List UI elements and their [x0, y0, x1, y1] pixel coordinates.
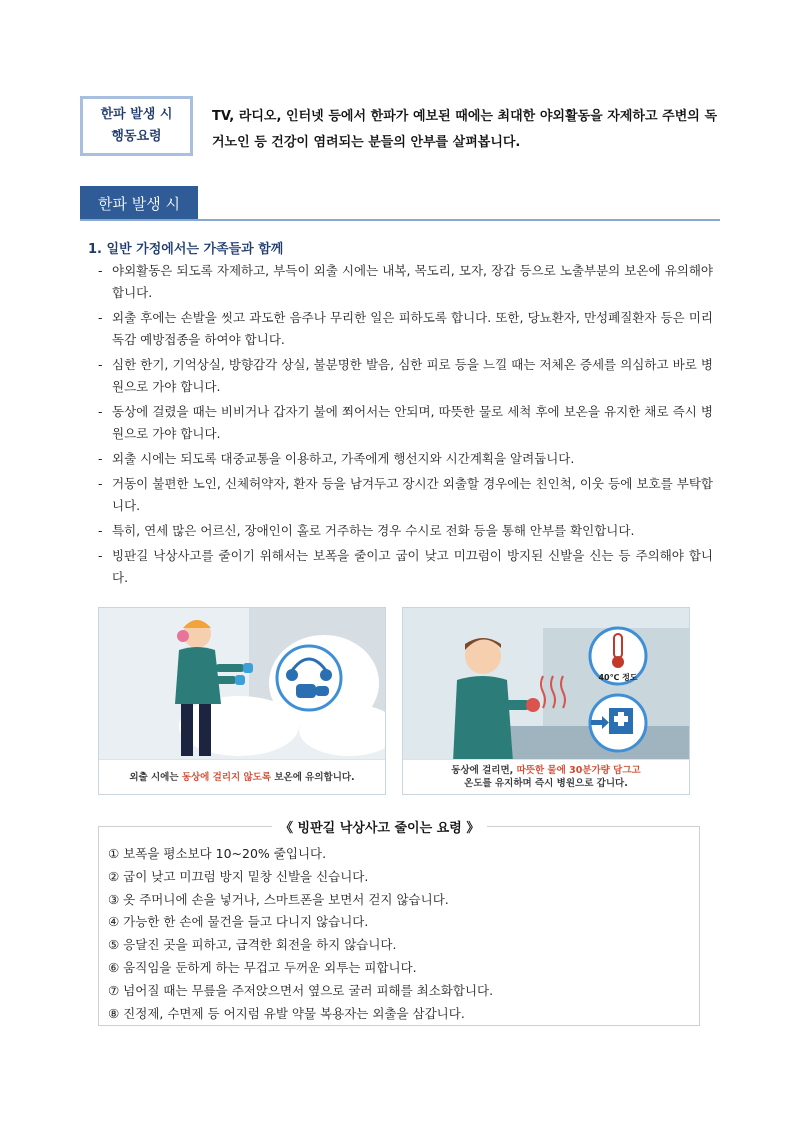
list-item	[98, 401, 713, 445]
list-item: ③ 옷 주머니에 손을 넣거나, 스마트폰을 보면서 걷지 않습니다.	[108, 891, 449, 907]
summary-label-box	[80, 96, 193, 156]
bullet-marker: -	[98, 404, 103, 419]
list-item: ⑧ 진정제, 수면제 등 어지럼 유발 약물 복용자는 외출을 삼갑니다.	[108, 1005, 465, 1021]
list-item	[98, 473, 713, 517]
list-item: ④ 가능한 한 손에 물건을 들고 다니지 않습니다.	[108, 914, 369, 930]
summary-label-line1: 한파 발생 시	[100, 107, 173, 122]
caption-part: 외출 시에는	[129, 771, 182, 783]
tips-title: 《 빙판길 낙상사고 줄이는 요령 》	[272, 817, 487, 836]
caption-part: 동상에 걸리면,	[451, 765, 517, 776]
bullet-text: 특히, 연세 많은 어르신, 장애인이 홀로 거주하는 경우 수시로 전화 등을 통해 안부를 확인합니다.	[112, 523, 635, 538]
temperature-label: 40℃ 정도	[598, 673, 638, 682]
caption-highlight: 따뜻한 물에 30분가량 담그고	[516, 765, 641, 776]
tips-list	[108, 843, 693, 1025]
bullet-text: 심한 한기, 기억상실, 방향감각 상실, 불분명한 발음, 심한 피로 등을 느낄 때는 저체온 증세를 의심하고 바로 병원으로 가야 합니다.	[112, 357, 713, 394]
bullet-marker: -	[98, 548, 103, 563]
list-item	[98, 260, 713, 304]
summary-label-line2: 행동요령	[111, 129, 162, 144]
thermometer-badge	[590, 628, 646, 684]
bullet-text: 외출 시에는 되도록 대중교통을 이용하고, 가족에게 행선지와 시간계획을 알려둡니다.	[112, 451, 575, 466]
bullet-text: 야외활동은 되도록 자제하고, 부득이 외출 시에는 내복, 목도리, 모자, 장갑 등으로 노출부분의 보온에 유의해야 합니다.	[112, 263, 713, 300]
bullet-marker: -	[98, 357, 103, 372]
hospital-badge	[590, 695, 646, 751]
bullet-list	[98, 260, 713, 592]
thermometer-icon	[612, 634, 624, 668]
illustration-warm-clothing	[98, 607, 386, 795]
list-item: ⑥ 움직임을 둔하게 하는 무겁고 두꺼운 외투는 피합니다.	[108, 959, 417, 975]
caption-warm-clothing	[99, 759, 385, 794]
bullet-marker: -	[98, 476, 103, 491]
bullet-text: 거동이 불편한 노인, 신체허약자, 환자 등을 남겨두고 장시간 외출할 경우에는 친인척, 이웃 등에 보호를 부탁합니다.	[112, 476, 713, 513]
subheading: 1. 일반 가정에서는 가족들과 함께	[88, 242, 284, 257]
list-item: ⑤ 응달진 곳을 피하고, 급격한 회전을 하지 않습니다.	[108, 937, 397, 953]
list-item: ⑦ 넘어질 때는 무릎을 주저앉으면서 옆으로 굴러 피해를 최소화합니다.	[108, 982, 494, 998]
list-item	[98, 448, 713, 470]
list-item	[98, 354, 713, 398]
list-item: ② 굽이 낮고 미끄럼 방지 밑창 신발을 신습니다.	[108, 868, 369, 884]
bullet-marker: -	[98, 263, 103, 278]
bullet-text: 빙판길 낙상사고를 줄이기 위해서는 보폭을 줄이고 굽이 낮고 미끄럼이 방지된 신발을 신는 등 주의해야 합니다.	[112, 548, 713, 585]
list-item	[98, 520, 713, 542]
section-title: 한파 발생 시	[80, 186, 198, 220]
bullet-text: 외출 후에는 손발을 씻고 과도한 음주나 무리한 일은 피하도록 합니다. 또한, 당뇨환자, 만성폐질환자 등은 미리 독감 예방접종을 하여야 합니다.	[112, 310, 713, 347]
glove-icon	[296, 684, 329, 698]
caption-line2: 온도를 유지하며 즉시 병원으로 갑니다.	[464, 778, 628, 789]
summary-text: TV, 라디오, 인터넷 등에서 한파가 예보된 때에는 최대한 야외활동을 자제하고 주변의 독거노인 등 건강이 염려되는 분들의 안부를 살펴봅니다.	[212, 109, 717, 150]
caption-frostbite	[403, 759, 689, 794]
warm-clothing-scene	[99, 608, 386, 762]
bullet-marker: -	[98, 523, 103, 538]
illustration-frostbite	[402, 607, 690, 795]
bullet-marker: -	[98, 310, 103, 325]
list-item	[98, 307, 713, 351]
bullet-text: 동상에 걸렸을 때는 비비거나 갑자기 불에 쬐어서는 안되며, 따뜻한 물로 세척 후에 보온을 유지한 채로 즉시 병원으로 가야 합니다.	[112, 404, 713, 441]
bullet-marker: -	[98, 451, 103, 466]
caption-part: 보온에 유의합니다.	[271, 771, 355, 783]
list-item: ① 보폭을 평소보다 10~20% 줄입니다.	[108, 846, 327, 861]
hospital-icon	[609, 708, 633, 734]
section-divider	[80, 219, 720, 221]
frostbite-scene	[403, 608, 690, 762]
caption-highlight: 동상에 걸리지 않도록	[181, 771, 272, 783]
list-item	[98, 545, 713, 589]
